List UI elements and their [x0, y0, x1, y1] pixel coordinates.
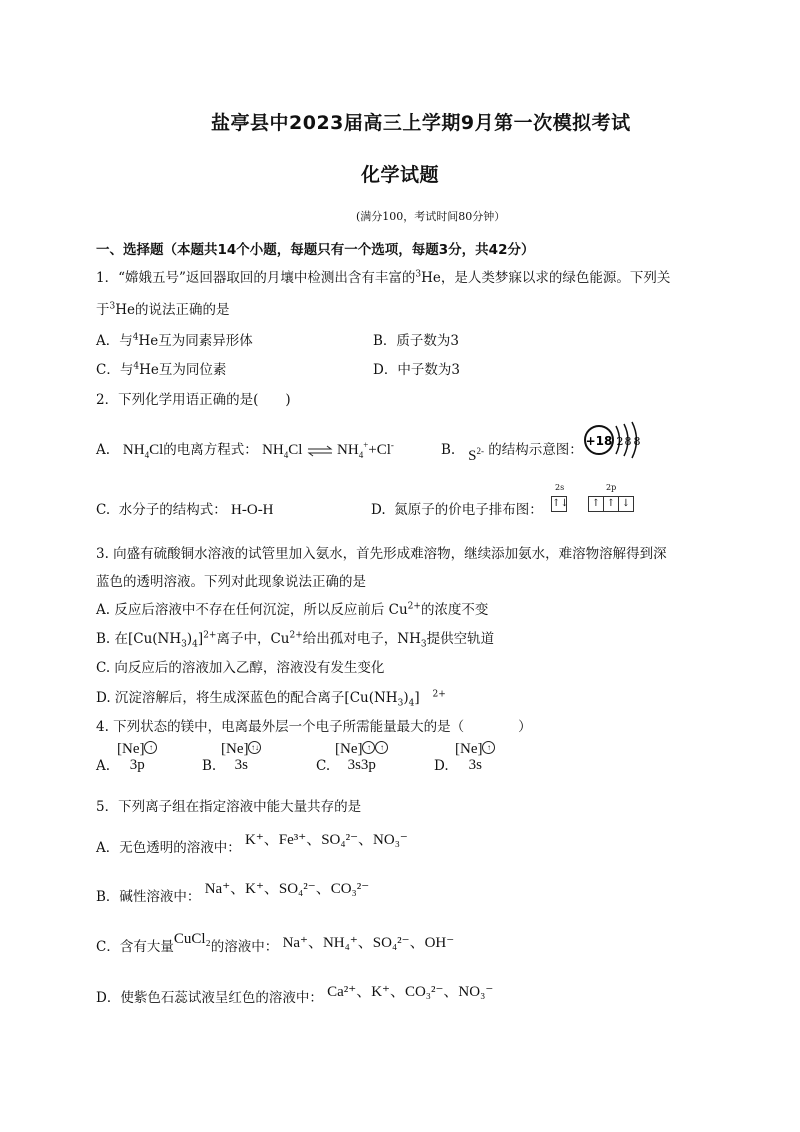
q4-option-c-label: C.: [316, 758, 331, 774]
q5-option-b: B．碱性溶液中： Na⁺、K⁺、SO₄²⁻、CO₃²⁻: [96, 881, 370, 905]
q1-stem-line2: 于$^3$He的说法正确的是: [96, 301, 230, 318]
shell-1-count: 2: [616, 435, 624, 448]
electron-circle-icon: ↑: [144, 741, 157, 754]
q4-option-a-label: A.: [96, 758, 111, 774]
subject-title: 化学试题: [361, 164, 440, 186]
q4-stem: 4. 下列状态的镁中，电离最外层一个电子所需能量最大的是（ ）: [96, 719, 532, 735]
electron-circle-icon: ↑: [362, 741, 375, 754]
q2-option-c: C. 水分子的结构式： H-O-H: [96, 502, 274, 518]
shell-2-count: 8: [624, 435, 632, 448]
q2-option-b: B. $S^{2-}$ 的结构示意图：: [441, 442, 583, 464]
q2-option-a: A. $NH_4Cl$的电离方程式： $NH_4Cl$ $NH_4^++Cl^-$: [96, 440, 394, 460]
exam-title: 盐亭县中2023届高三上学期9月第一次模拟考试: [211, 112, 631, 134]
q3-stem-line2: 蓝色的透明溶液。下列对此现象说法正确的是: [96, 574, 366, 590]
nucleus-charge: +18: [585, 434, 613, 448]
q4-option-b-label: B.: [202, 758, 217, 774]
q1-stem-line1: 1．“嫦娥五号”返回器取回的月壤中检测出含有丰富的$^3$He，是人类梦寐以求的绿色能源。下列关: [96, 269, 671, 286]
q4-option-b-config: [Ne] ↑↓ 3s: [221, 741, 261, 773]
q1-option-c: C．与$^4$He互为同位素: [96, 361, 227, 378]
q3-option-c: C. 向反应后的溶液加入乙醇，溶液没有发生变化: [96, 660, 385, 676]
q3-option-b: B. 在$[Cu(NH_3)_4]^{2+}$离子中，$Cu^{2+}$给出孤对电子，$NH_3$提供空轨道: [96, 630, 495, 650]
reversible-arrow-icon: [307, 445, 333, 457]
q1-option-a: A．与$^4$He互为同素异形体: [96, 332, 253, 349]
q2-option-d: D. 氮原子的价电子排布图：: [371, 502, 543, 518]
orbital-boxes-2p: ↑ ↑ ↓: [588, 496, 634, 512]
orbital-label-2s: 2s: [555, 483, 565, 492]
electron-circle-icon: ↑↓: [248, 741, 261, 754]
orbital-box-2s: ↑↓: [551, 496, 567, 512]
q3-option-a: A. 反应后溶液中不存在任何沉淀，所以反应前后 $Cu^{2+}$的浓度不变: [96, 601, 489, 618]
atom-structure-diagram: [582, 418, 642, 462]
q5-option-c: C．含有大量CuCl₂的溶液中： Na⁺、NH₄⁺、SO₄²⁻、OH⁻: [96, 931, 455, 955]
shell-3-count: 8: [633, 435, 641, 448]
q5-option-d: D．使紫色石蕊试液呈红色的溶液中： Ca²⁺、K⁺、CO₃²⁻、NO₃⁻: [96, 984, 494, 1006]
orbital-label-2p: 2p: [606, 483, 617, 492]
q4-option-a-config: [Ne] ↑ 3p: [117, 741, 157, 773]
electron-circle-icon: ↑: [375, 741, 388, 754]
q4-option-d-label: D.: [434, 758, 449, 774]
q5-stem: 5．下列离子组在指定溶液中能大量共存的是: [96, 799, 362, 815]
q3-option-d: D. 沉淀溶解后，将生成深蓝色的配合离子$[Cu(NH_3)_4]$ $^{2+}$: [96, 689, 446, 709]
q1-option-d: D．中子数为3: [373, 362, 460, 378]
q4-option-c-config: [Ne] ↑ ↑ 3s3p: [335, 741, 388, 773]
exam-note: (满分100，考试时间80分钟）: [356, 210, 506, 223]
section-heading: 一、选择题（本题共14个小题，每题只有一个选项，每题3分，共42分）: [96, 242, 535, 258]
q3-stem-line1: 3. 向盛有硫酸铜水溶液的试管里加入氨水，首先形成难溶物，继续添加氨水，难溶物溶解得到深: [96, 546, 667, 562]
q2-stem: 2．下列化学用语正确的是( ): [96, 392, 291, 408]
q5-option-a: A．无色透明的溶液中： K⁺、Fe³⁺、SO₄²⁻、NO₃⁻: [96, 832, 408, 856]
electron-circle-icon: ↑: [482, 741, 495, 754]
q1-option-b: B．质子数为3: [373, 333, 460, 349]
q4-option-d-config: [Ne] ↑ 3s: [455, 741, 495, 773]
